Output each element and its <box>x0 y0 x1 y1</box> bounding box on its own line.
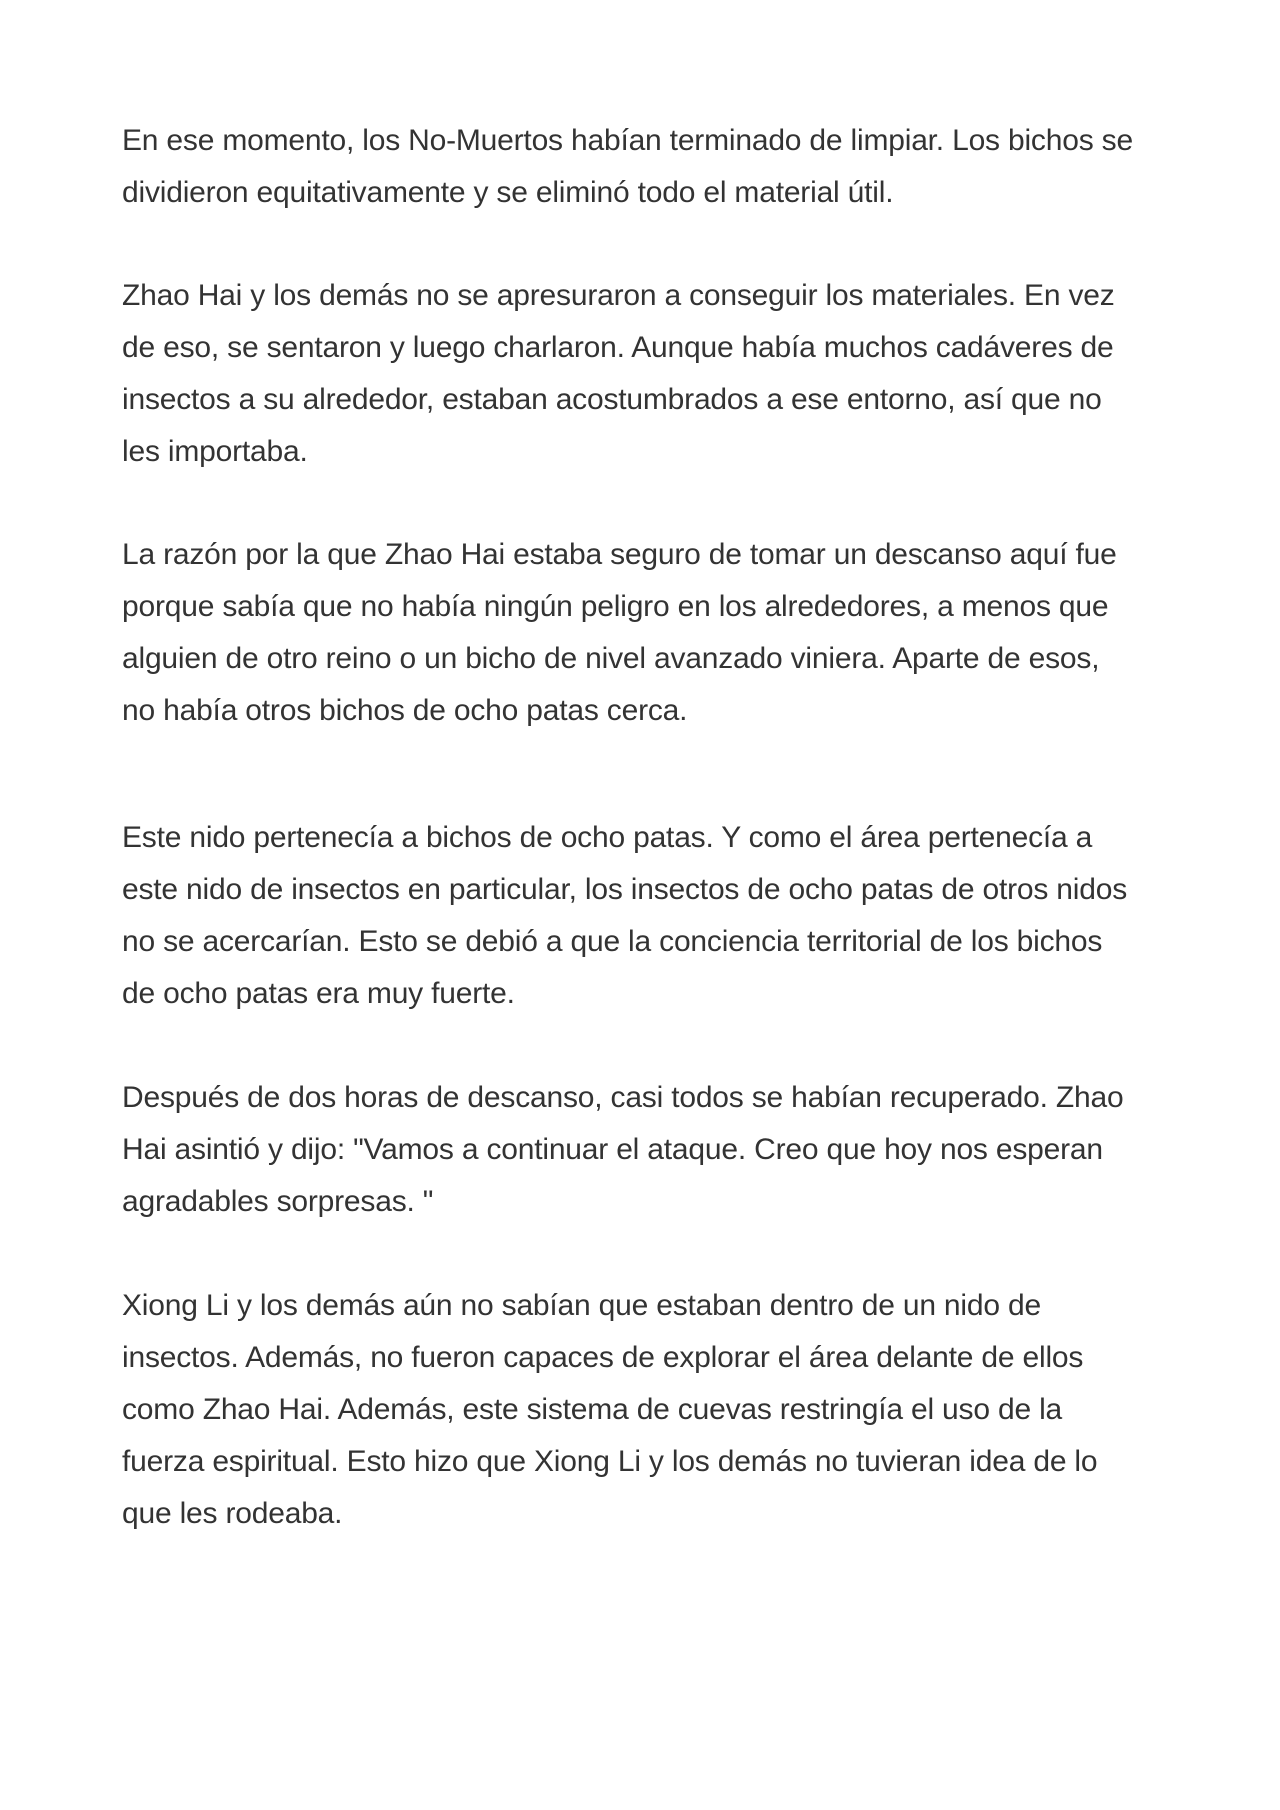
paragraph-5 <box>122 1072 1172 1228</box>
text-line: de eso, se sentaron y luego charlaron. Aunque había muchos cadáveres de <box>122 331 1114 364</box>
text-line: En ese momento, los No-Muertos habían terminado de limpiar. Los bichos se <box>122 124 1133 157</box>
text-line: La razón por la que Zhao Hai estaba seguro de tomar un descanso aquí fue <box>122 538 1117 571</box>
text-line: insectos a su alrededor, estaban acostumbrados a ese entorno, así que no <box>122 383 1102 416</box>
text-line: no se acercarían. Esto se debió a que la conciencia territorial de los bichos <box>122 925 1103 958</box>
paragraph-4 <box>122 812 1172 1020</box>
paragraph-6 <box>122 1280 1172 1540</box>
text-line: Este nido pertenecía a bichos de ocho patas. Y como el área pertenecía a <box>122 821 1093 854</box>
text-line: insectos. Además, no fueron capaces de explorar el área delante de ellos <box>122 1341 1084 1374</box>
text-line: Xiong Li y los demás aún no sabían que estaban dentro de un nido de <box>122 1289 1041 1322</box>
text-line: que les rodeaba. <box>122 1497 343 1530</box>
text-line: agradables sorpresas. " <box>122 1185 434 1218</box>
paragraph-2 <box>122 270 1172 478</box>
paragraph-3 <box>122 529 1172 737</box>
text-line: alguien de otro reino o un bicho de nivel avanzado viniera. Aparte de esos, <box>122 642 1100 675</box>
text-line: Zhao Hai y los demás no se apresuraron a conseguir los materiales. En vez <box>122 279 1115 312</box>
text-line: como Zhao Hai. Además, este sistema de cuevas restringía el uso de la <box>122 1393 1063 1426</box>
paragraph-1 <box>122 115 1172 219</box>
text-line: porque sabía que no había ningún peligro en los alrededores, a menos que <box>122 590 1109 623</box>
text-line: no había otros bichos de ocho patas cerca. <box>122 694 688 727</box>
text-line: fuerza espiritual. Esto hizo que Xiong Li y los demás no tuvieran idea de lo <box>122 1445 1098 1478</box>
text-line: dividieron equitativamente y se eliminó todo el material útil. <box>122 176 894 209</box>
text-line: les importaba. <box>122 435 308 468</box>
text-line: de ocho patas era muy fuerte. <box>122 977 515 1010</box>
text-line: Hai asintió y dijo: "Vamos a continuar el ataque. Creo que hoy nos esperan <box>122 1133 1103 1166</box>
text-line: Después de dos horas de descanso, casi todos se habían recuperado. Zhao <box>122 1081 1124 1114</box>
text-line: este nido de insectos en particular, los insectos de ocho patas de otros nidos <box>122 873 1128 906</box>
